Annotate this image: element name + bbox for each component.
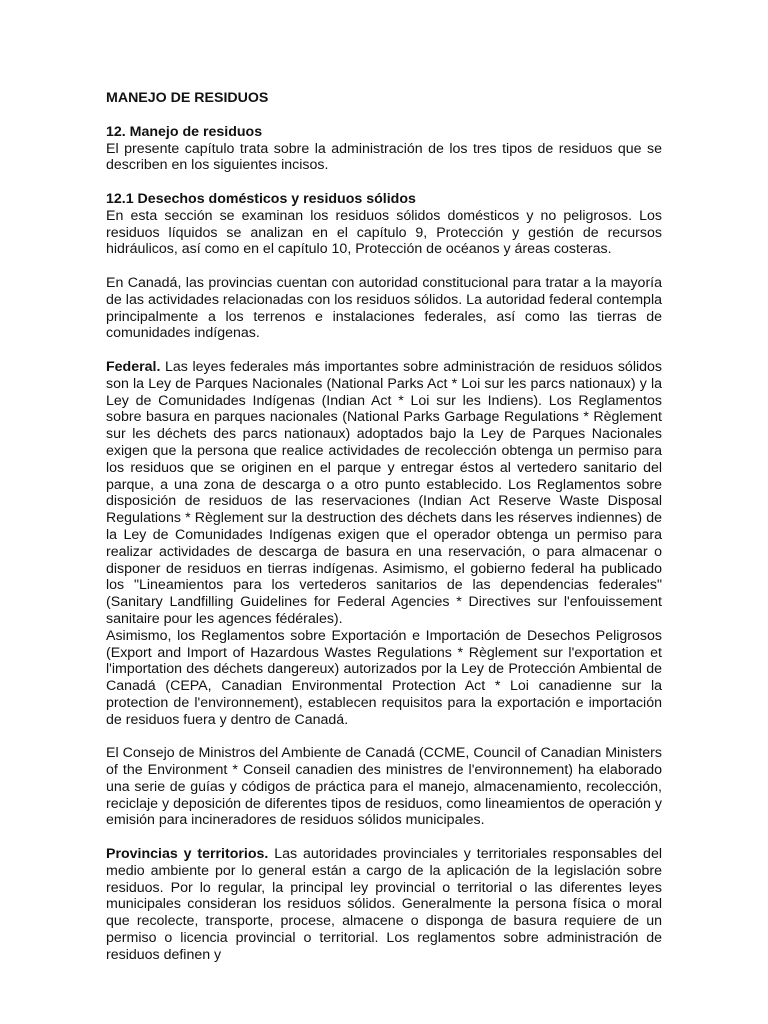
section-12-1-text: En esta sección se examinan los residuos sólidos domésticos y no peligrosos. Los residuos líquidos se analizan en el capítulo 9, Protección y gestión de recursos hidráulicos, así como en el capítulo 10, Protección de océanos y áreas costeras. bbox=[106, 207, 662, 258]
federal-paragraph bbox=[106, 359, 662, 729]
provincias-body: Las autoridades provinciales y territoriales responsables del medio ambiente por lo general están a cargo de la aplicación de la legislación sobre residuos. Por lo regular, la principal ley provincial o territorial o las diferentes leyes municipales consideran los residuos sólidos. Generalmente la persona física o moral que recolecte, transporte, procese, almacene o disponga de basura requiere de un permiso o licencia provincial o territorial. Los reglamentos sobre administración de residuos definen y bbox=[106, 846, 662, 963]
paragraph-ccme: El Consejo de Ministros del Ambiente de Canadá (CCME, Council of Canadian Ministers of the Environment * Conseil canadien des ministres de l'environnement) ha elaborado una serie de guías y códigos de práctica para el manejo, almacenamiento, recolección, reciclaje y deposición de diferentes tipos de residuos, como lineamientos de operación y emisión para incineradores de residuos sólidos municipales. bbox=[106, 745, 662, 829]
paragraph-canada: En Canadá, las provincias cuentan con autoridad constitucional para tratar a la mayoría de las actividades relacionadas con los residuos sólidos. La autoridad federal contempla principalmente a los terrenos e instalaciones federales, así como las tierras de comunidades indígenas. bbox=[106, 274, 662, 342]
document-title: MANEJO DE RESIDUOS bbox=[106, 90, 269, 106]
federal-text-1 bbox=[106, 359, 662, 628]
federal-text-2: Asimismo, los Reglamentos sobre Exportación e Importación de Desechos Peligrosos (Export and Import of Hazardous Wastes Regulations * Règlement sur l'exportation et l'importation des déchets dangereux) autorizados por la Ley de Protección Ambiental de Canadá (CEPA, Canadian Environmental Protection Act * Loi canadienne sur la protection de l'environnement), establecen requisitos para la exportación e importación de residuos fuera y dentro de Canadá. bbox=[106, 627, 662, 728]
provincias-lead: Provincias y territorios. bbox=[106, 846, 269, 863]
section-12 bbox=[106, 124, 662, 174]
document-page bbox=[106, 90, 662, 964]
section-heading-12: 12. Manejo de residuos bbox=[106, 123, 263, 140]
section-12-1 bbox=[106, 191, 662, 258]
provincias-paragraph bbox=[106, 846, 662, 964]
section-heading-12-1: 12.1 Desechos domésticos y residuos sólidos bbox=[106, 190, 416, 207]
section-12-text: El presente capítulo trata sobre la administración de los tres tipos de residuos que se describen en los siguientes incisos. bbox=[106, 140, 662, 174]
federal-body: Las leyes federales más importantes sobre administración de residuos sólidos son la Ley de Parques Nacionales (National Parks Act * Loi sur les parcs nationaux) y la Ley de Comunidades Indígenas (Indian Act * Loi sur les Indiens). Los Reglamentos sobre basura en parques nacionales (National Parks Garbage Regulations * Règlement sur les déchets des parcs nationaux) adoptados bajo la Ley de Parques Nacionales exigen que la persona que realice actividades de recolección obtenga un permiso para los residuos que se originen en el parque y entregar éstos al vertedero sanitario del parque, a una zona de descarga o a otro punto establecido. Los Reglamentos sobre disposición de residuos de las reservaciones (Indian Act Reserve Waste Disposal Regulations * Règlement sur la destruction des déchets dans les réserves indiennes) de la Ley de Comunidades Indígenas exigen que el operador obtenga un permiso para realizar actividades de descarga de basura en una reservación, o para almacenar o disponer de residuos en tierras indígenas. Asimismo, el gobierno federal ha publicado los "Lineamientos para los vertederos sanitarios de las dependencias federales" (Sanitary Landfilling Guidelines for Federal Agencies * Directives sur l'enfouissement sanitaire pour les agences fédérales). bbox=[106, 358, 662, 627]
federal-lead: Federal. bbox=[106, 358, 161, 375]
